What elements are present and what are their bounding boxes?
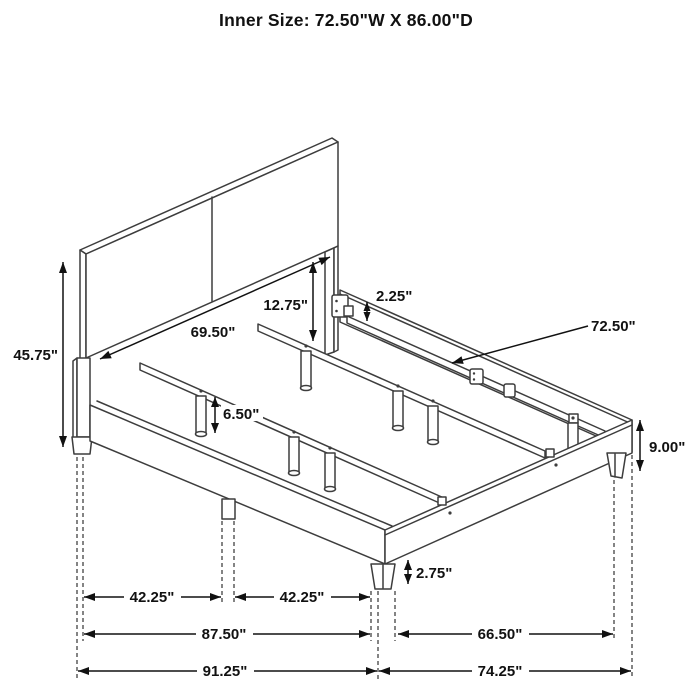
dim-label-span-head: 42.25": [129, 589, 175, 606]
slat-hook-tab: [438, 497, 446, 505]
dim-label-slat-leg-height: 6.50": [223, 406, 260, 423]
bracket-hole: [335, 300, 338, 303]
support-leg-foot: [289, 471, 300, 476]
dim-side-rail-height: [636, 420, 685, 471]
support-leg: [196, 396, 206, 433]
joint-plate: [504, 384, 515, 397]
foot-right-leg: [607, 453, 626, 478]
bracket-hook: [344, 306, 353, 316]
dim-label-depth-to-leg: 87.50": [201, 626, 247, 643]
screw-dot: [554, 463, 557, 466]
dim-label-headboard-height: 45.75": [13, 347, 58, 364]
screw-dot: [571, 416, 574, 419]
left-rail-center-leg: [222, 499, 235, 519]
foot-right-leg-shape: [607, 453, 626, 478]
left-side-rail: [90, 401, 392, 564]
right-rail-top-thickness: [340, 294, 632, 424]
dim-row-spans: [84, 589, 370, 606]
dim-row-overall: [78, 663, 631, 680]
support-leg-foot: [393, 426, 404, 431]
support-leg: [428, 406, 438, 441]
joint-plate-hole: [473, 378, 475, 380]
dim-label-rail-lip: 2.25": [376, 288, 413, 305]
dim-floor-clearance: [404, 560, 452, 584]
support-leg-foot: [301, 386, 312, 391]
screw-dot: [292, 430, 295, 433]
headboard-left-edge: [80, 250, 86, 362]
dim-label-inner-width: 72.50": [591, 318, 636, 335]
dim-label-floor-clearance: 2.75": [416, 565, 453, 582]
screw-dot: [396, 384, 399, 387]
support-leg: [301, 351, 311, 387]
center-leg-block: [222, 499, 235, 519]
dim-label-inner-foot-width: 66.50": [477, 626, 523, 643]
dim-row-middle: [84, 626, 613, 643]
joint-plate: [470, 369, 483, 384]
screw-dot: [328, 446, 331, 449]
support-leg-foot: [428, 440, 439, 445]
foot-front-leg: [371, 564, 395, 589]
support-leg: [393, 391, 403, 427]
dim-label-overall-depth: 91.25": [202, 663, 248, 680]
bracket-hole: [335, 310, 338, 313]
screw-dot: [431, 399, 434, 402]
support-leg-foot: [196, 432, 207, 437]
dim-label-panel-to-rail: 12.75": [263, 297, 308, 314]
left-leg-foot: [72, 437, 92, 454]
screw-dot: [448, 511, 451, 514]
dim-headboard-height: [13, 262, 67, 447]
page-title: Inner Size: 72.50"W X 86.00"D: [219, 10, 473, 30]
dim-label-headboard-width: 69.50": [190, 324, 236, 341]
dim-label-side-rail-height: 9.00": [649, 439, 686, 456]
joint-plate-hole: [473, 372, 475, 374]
left-rail-outer-face: [90, 405, 385, 564]
screw-dot: [304, 344, 307, 347]
support-leg: [325, 453, 335, 488]
headboard-left-leg: [72, 358, 92, 454]
screw-dot: [199, 389, 202, 392]
dim-label-overall-width: 74.25": [477, 663, 523, 680]
slat-hook-tab: [546, 449, 554, 457]
left-leg-face: [77, 358, 90, 437]
dim-label-span-foot: 42.25": [279, 589, 325, 606]
support-leg: [289, 437, 299, 472]
support-leg-foot: [325, 487, 336, 492]
